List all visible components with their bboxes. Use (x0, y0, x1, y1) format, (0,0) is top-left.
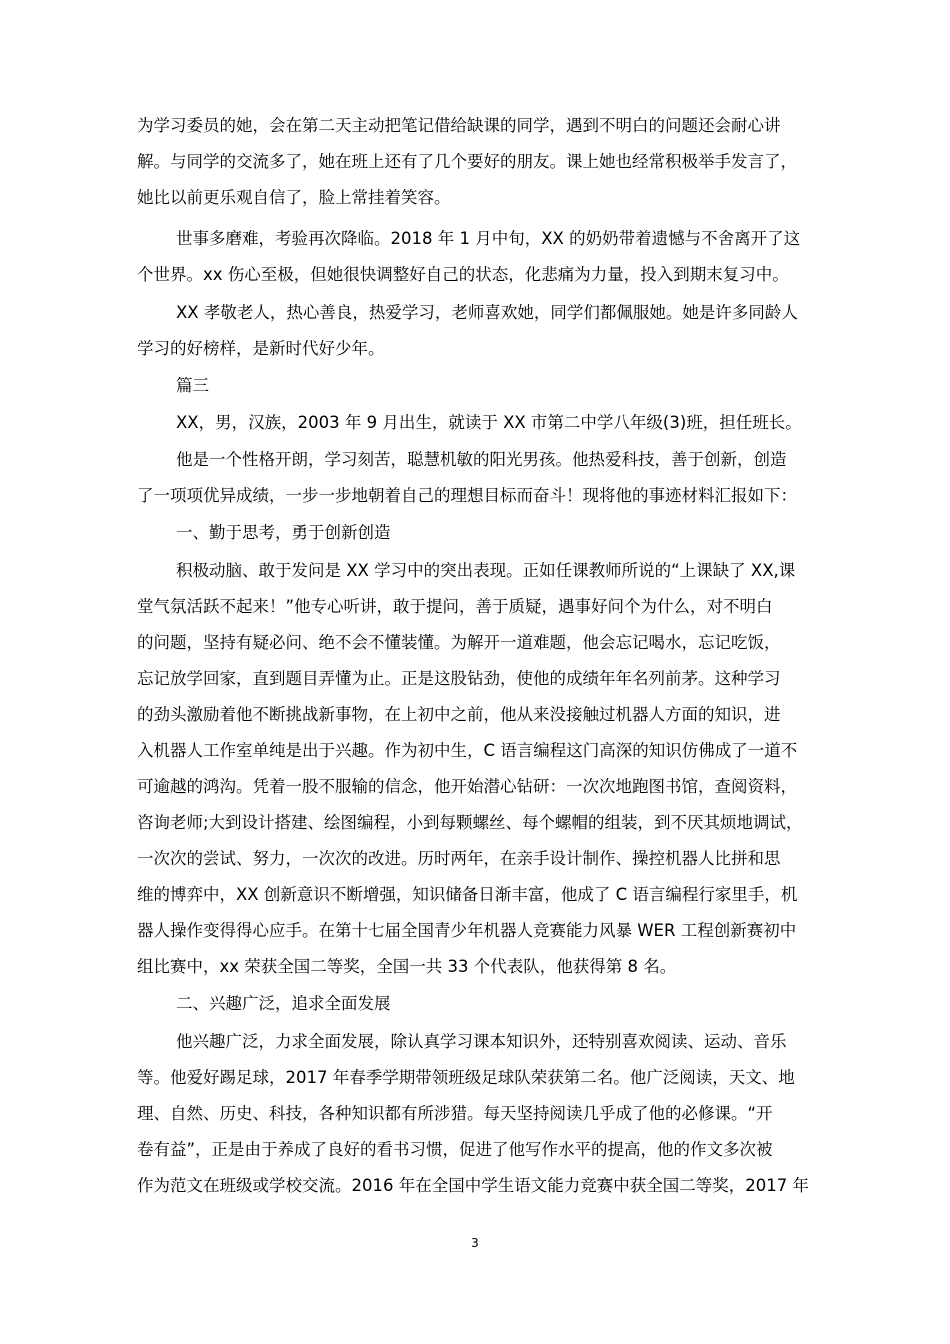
text-line: 理、自然、历史、科技，各种知识都有所涉猎。每天坚持阅读几乎成了他的必修课。“开 (137, 1104, 773, 1123)
text-line: 他是一个性格开朗，学习刻苦，聪慧机敏的阳光男孩。他热爱科技，善于创新，创造 (176, 450, 787, 469)
text-line: 忘记放学回家，直到题目弄懂为止。正是这股钻劲，使他的成绩年年名列前茅。这种学习 (137, 669, 781, 688)
text-line: 咨询老师;大到设计搭建、绘图编程，小到每颗螺丝、每个螺帽的组装，到不厌其烦地调试， (137, 813, 803, 832)
text-line: 个世界。xx 伤心至极，但她很快调整好自己的状态，化悲痛为力量，投入到期末复习中。 (137, 265, 789, 284)
text-line: 她比以前更乐观自信了，脸上常挂着笑容。 (137, 188, 451, 207)
text-line: 作为范文在班级或学校交流。2016 年在全国中学生语文能力竞赛中获全国二等奖，2017 年 (137, 1176, 809, 1195)
text-line: 解。与同学的交流多了，她在班上还有了几个要好的朋友。课上她也经常积极举手发言了， (137, 152, 797, 171)
text-line: 等。他爱好踢足球，2017 年春季学期带领班级足球队荣获第二名。他广泛阅读，天文、地 (137, 1068, 795, 1087)
text-line: 器人操作变得得心应手。在第十七届全国青少年机器人竞赛能力风暴 WER 工程创新赛初中 (137, 921, 797, 940)
text-line: 卷有益”，正是由于养成了良好的看书习惯，促进了他写作水平的提高，他的作文多次被 (137, 1140, 773, 1159)
subsection-heading: 一、勤于思考，勇于创新创造 (176, 523, 391, 542)
text-line: 可逾越的鸿沟。凭着一股不服输的信念，他开始潜心钻研：一次次地跑图书馆，查阅资料， (137, 777, 797, 796)
page-number: 3 (471, 1236, 479, 1250)
text-line: 世事多磨难，考验再次降临。2018 年 1 月中旬，XX 的奶奶带着遗憾与不舍离开了这 (176, 229, 801, 248)
text-line: 积极动脑、敢于发问是 XX 学习中的突出表现。正如任课教师所说的“上课缺了 XX,课 (176, 561, 796, 580)
text-line: 的问题，坚持有疑必问、绝不会不懂装懂。为解开一道难题，他会忘记喝水，忘记吃饭， (137, 633, 781, 652)
text-line: 维的博弈中，XX 创新意识不断增强，知识储备日渐丰富，他成了 C 语言编程行家里手，机 (137, 885, 798, 904)
text-line: XX，男，汉族，2003 年 9 月出生，就读于 XX 市第二中学八年级(3)班，担任班长。 (176, 413, 802, 432)
subsection-heading: 二、兴趣广泛，追求全面发展 (176, 994, 391, 1013)
text-line: 的劲头激励着他不断挑战新事物，在上初中之前，他从来没接触过机器人方面的知识，进 (137, 705, 781, 724)
text-line: 为学习委员的她，会在第二天主动把笔记借给缺课的同学，遇到不明白的问题还会耐心讲 (137, 116, 781, 135)
text-line: 了一项项优异成绩，一步一步地朝着自己的理想目标而奋斗！现将他的事迹材料汇报如下： (137, 486, 797, 505)
text-line: 一次次的尝试、努力，一次次的改进。历时两年，在亲手设计制作、操控机器人比拼和思 (137, 849, 781, 868)
section-heading: 篇三 (176, 376, 209, 395)
text-line: 他兴趣广泛，力求全面发展，除认真学习课本知识外，还特别喜欢阅读、运动、音乐 (176, 1032, 787, 1051)
text-line: 组比赛中，xx 荣获全国二等奖，全国一共 33 个代表队，他获得第 8 名。 (137, 957, 677, 976)
text-line: 堂气氛活跃不起来！”他专心听讲，敢于提问，善于质疑，遇事好问个为什么，对不明白 (137, 597, 773, 616)
text-line: 学习的好榜样，是新时代好少年。 (137, 339, 385, 358)
text-line: 入机器人工作室单纯是出于兴趣。作为初中生，C 语言编程这门高深的知识仿佛成了一道不 (137, 741, 798, 760)
text-line: XX 孝敬老人，热心善良，热爱学习，老师喜欢她，同学们都佩服她。她是许多同龄人 (176, 303, 798, 322)
